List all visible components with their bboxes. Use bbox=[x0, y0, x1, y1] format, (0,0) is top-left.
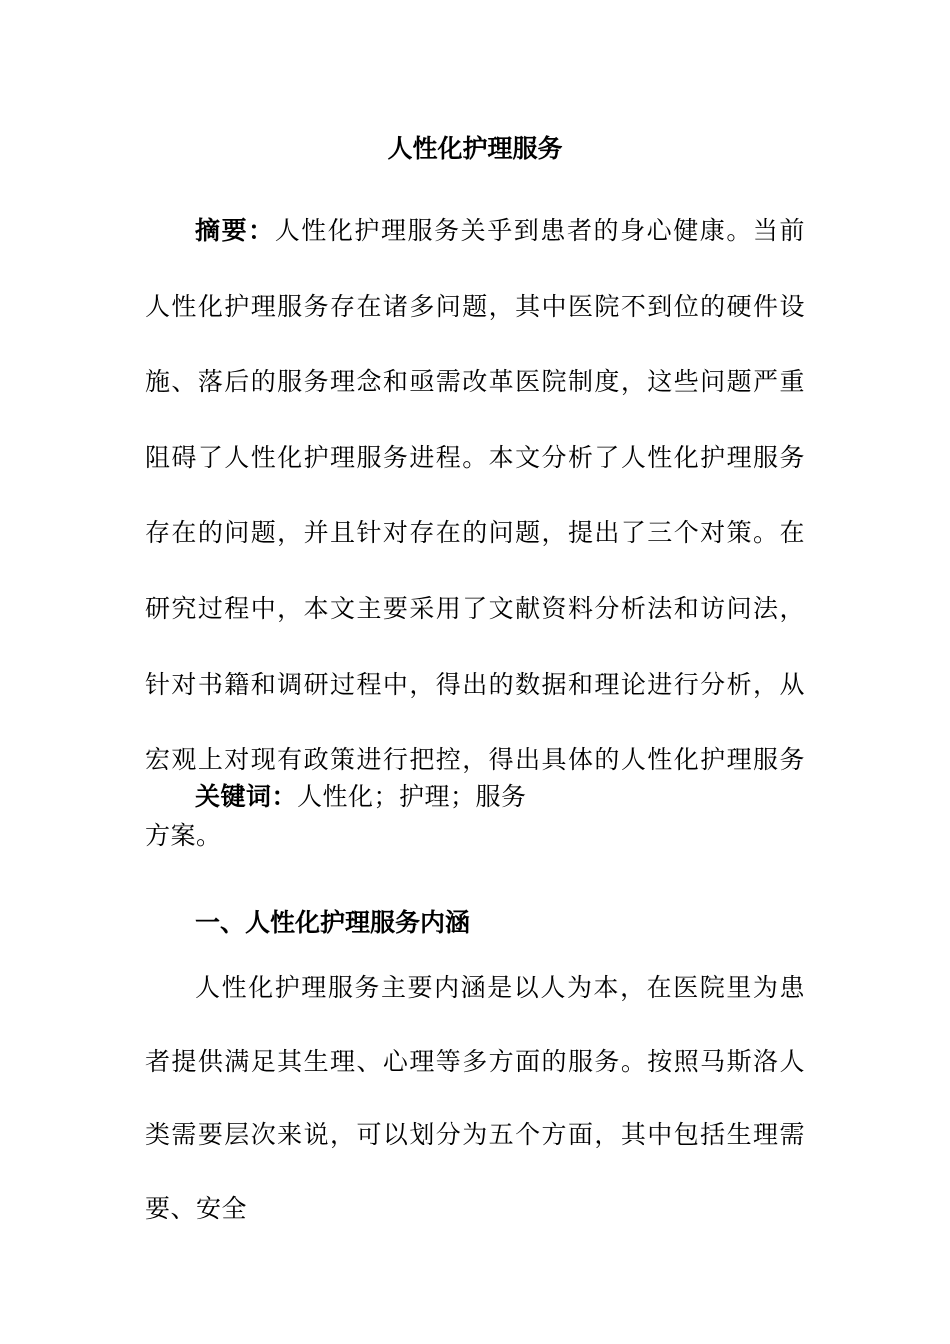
document-title: 人性化护理服务 bbox=[387, 134, 563, 163]
keywords-label: 关键词： bbox=[195, 782, 298, 811]
keywords-line bbox=[195, 779, 527, 815]
section-heading: 一、人性化护理服务内涵 bbox=[195, 908, 471, 937]
keywords-text: 人性化；护理；服务 bbox=[297, 782, 527, 811]
abstract-paragraph bbox=[145, 193, 805, 873]
abstract-text: 人性化护理服务关乎到患者的身心健康。当前人性化护理服务存在诸多问题，其中医院不到位的硬件设施、落后的服务理念和亟需改革医院制度，这些问题严重阻碍了人性化护理服务进程。本文分析了人性化护理服务存在的问题，并且针对存在的问题，提出了三个对策。在研究过程中，本文主要采用了文献资料分析法和访问法，针对书籍和调研过程中，得出的数据和理论进行分析，从宏观上对现有政策进行把控，得出具体的人性化护理服务方案。 bbox=[145, 216, 805, 850]
section-paragraph: 人性化护理服务主要内涵是以人为本，在医院里为患者提供满足其生理、心理等多方面的服务。按照马斯洛人类需要层次来说，可以划分为五个方面，其中包括生理需要、安全 bbox=[145, 973, 805, 1223]
abstract-label: 摘要： bbox=[195, 216, 275, 245]
